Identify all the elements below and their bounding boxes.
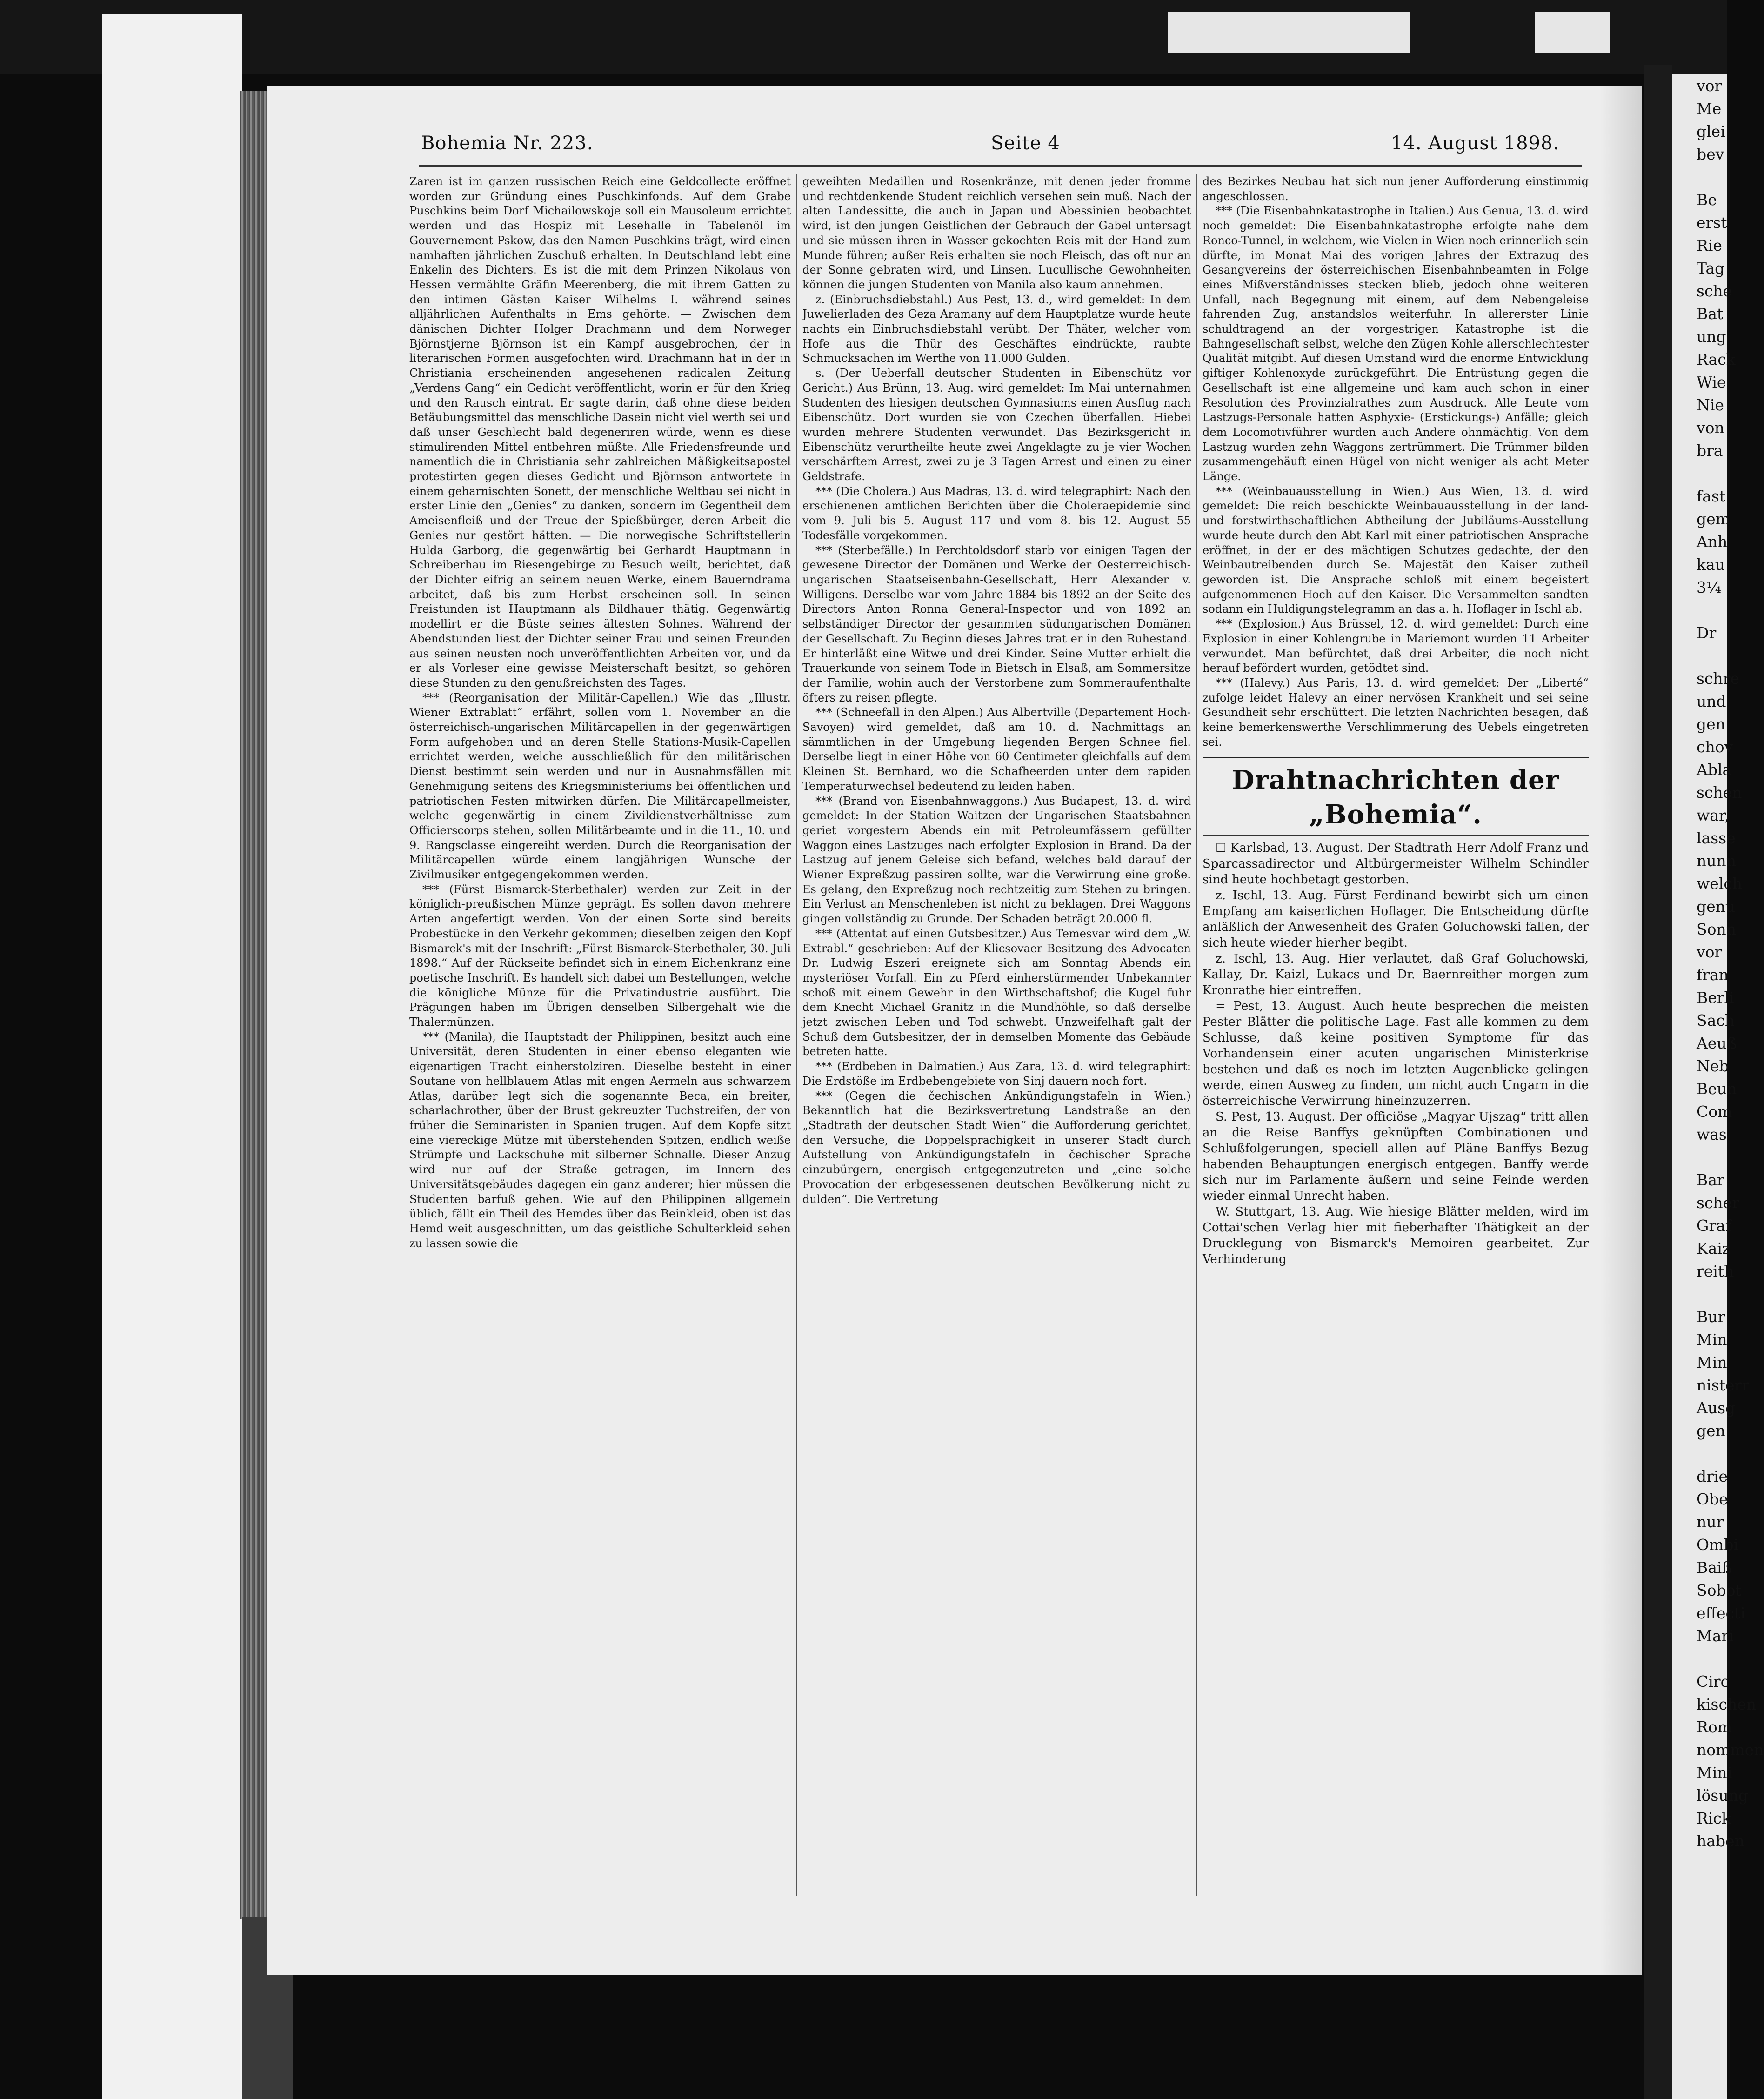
article-paragraph: des Bezirkes Neubau hat sich nun jener Aufforderung einstimmig angeschlossen.: [1203, 175, 1589, 203]
adjacent-page-fragment: war,: [1697, 806, 1730, 824]
adjacent-page-fragment: Circ: [1697, 1672, 1730, 1691]
adjacent-page-fragment: Sobot: [1697, 1581, 1742, 1599]
adjacent-page-fragment: Beun: [1697, 1080, 1737, 1098]
adjacent-page-fragment: Sach: [1697, 1011, 1735, 1029]
adjacent-page-fragment: kau: [1697, 555, 1725, 574]
article-paragraph: *** (Schneefall in den Alpen.) Aus Albertville (Departement Hoch-Savoyen) wird gemeldet, daß am 10. d. Nachmittags an sämmtlichen in der Umgebung liegenden Bergen Schnee fiel. Derselbe liegt in einer Höhe von 60 Centimeter gleichfalls auf dem Kleinen St. Bernhard, wo die Schafheerden unter dem rapiden Temperaturwechsel bedeutend zu leiden haben.: [802, 706, 1191, 793]
adjacent-page-fragment: Anh: [1697, 533, 1728, 551]
adjacent-page-fragment: Tag: [1697, 259, 1725, 277]
article-paragraph: s. (Der Ueberfall deutscher Studenten in Eibenschütz vor Gericht.) Aus Brünn, 13. Aug. wird gemeldet: Im Mai unternahmen Studenten des hiesigen deutschen Gymnasiums einen Ausflug nach Eibenschütz. Dort wurden sie von Czechen überfallen. Hiebei wurden mehrere Studenten verwundet. Das Bezirksgericht in Eibenschütz verurtheilte heute zwei Angeklagte zu je vier Wochen verschärftem Arrest, zwei zu je 3 Tagen Arrest und einen zu einer Geldstrafe.: [802, 367, 1191, 483]
adjacent-page-fragment: kischen: [1697, 1695, 1757, 1713]
telegram-item: W. Stuttgart, 13. Aug. Wie hiesige Blätter melden, wird im Cottai'schen Verlag hier mit fieberhafter Thätigkeit an der Drucklegung von Bismarck's Memoiren gearbeitet. Zur Verhinderung: [1203, 1205, 1589, 1267]
article-paragraph: *** (Explosion.) Aus Brüssel, 12. d. wird gemeldet: Durch eine Explosion in einer Kohlengrube in Mariemont wurden 11 Arbeiter verwundet. Man befürchtet, daß drei Arbeiter, die noch nicht herauf befördert wurden, getödtet sind.: [1203, 617, 1589, 675]
adjacent-page-fragment: Dr: [1697, 624, 1717, 642]
adjacent-page-fragment: vor: [1697, 943, 1722, 961]
adjacent-page-fragment: [1672, 1283, 1727, 1305]
article-paragraph: *** (Brand von Eisenbahnwaggons.) Aus Budapest, 13. d. wird gemeldet: In der Station Waitzen der Ungarischen Staatsbahnen geriet vorgestern Abends ein mit Petroleumfässern gefüllter Waggon eines Lastzuges nach erfolgter Explosion in Brand. Da der Lastzug auf jenem Geleise sich befand, welches bald darauf der Wiener Expreßzug passiren sollte, war die Verwirrung eine große. Es gelang, den Expreßzug noch rechtzeitig zum Stehen zu bringen. Ein Verlust an Menschenleben ist nicht zu beklagen. Drei Waggons gingen vollständig zu Grunde. Der Schaden beträgt 20.000 fl.: [802, 794, 1191, 926]
adjacent-page: [1672, 74, 1764, 2099]
film-frame-light: [1168, 12, 1410, 53]
column-divider: [796, 174, 797, 1896]
adjacent-page-fragment: Neb: [1697, 1057, 1729, 1075]
adjacent-page-fragment: nunn: [1697, 852, 1737, 870]
adjacent-page-fragment: Obe: [1697, 1490, 1728, 1508]
mount-card: [102, 14, 242, 2099]
adjacent-page-fragment: genu: [1697, 897, 1736, 916]
adjacent-page-fragment: Min: [1697, 1353, 1727, 1371]
article-paragraph: Zaren ist im ganzen russischen Reich eine Geldcollecte eröffnet worden zur Gründung eines Puschkinfonds. Auf dem Grabe Puschkins beim Dorf Michailowskoje soll ein Mausoleum errichtet werden und das Hospiz mit Lesehalle in Tabelenöl im Gouvernement Pskow, das den Namen Puschkins trägt, wird einen namhaften jährlichen Zuschuß erhalten. In Deutschland lebt eine Enkelin des Dichters. Es ist die mit dem Prinzen Nikolaus von Hessen vermählte Gräfin Meerenberg, die mit ihrem Gatten zu den intimen Gästen Kaiser Wilhelms I. während seines alljährlichen Aufenthalts in Ems gehörte. — Zwischen dem dänischen Dichter Holger Drachmann und dem Norweger Björnstjerne Björnson ist ein Kampf ausgebrochen, der in literarischen Formen ausgefochten wird. Drachmann hat in der in Christiania erscheinenden angesehenen radicalen Zeitung „Verdens Gang“ ein Gedicht veröffentlicht, worin er für den Krieg und den Rausch eintrat. Er sagte darin, daß ohne diese beiden Betäubungsmittel das menschliche Dasein nicht viel werth sei und daß unser Geschlecht bald degeneriren würde, wenn es diese stimulirenden Mittel entbehren müßte. Alle Friedensfreunde und namentlich die in Christiania sehr zahlreichen Mäßigkeitsapostel protestirten gegen dieses Gedicht und Björnson antwortete in einem geharnischten Sonett, der menschliche Weltbau sei nicht in erster Linie den „Genies“ zu danken, sondern im Gegentheil dem Ameisenfleiß und der Treue der Spießbürger, deren Arbeit die Genies nur gestört hätten. — Die norwegische Schriftstellerin Hulda Garborg, die gegenwärtig bei Gerhardt Hauptmann in Schreiberhau im Riesengebirge zu Besuch weilt, berichtet, daß der Dichter eifrig an seinem neuen Werke, einem Bauerndrama arbeitet, daß bis zum Herbst erscheinen soll. In seinen Freistunden ist Hauptmann als Bildhauer thätig. Gegenwärtig modellirt er die Büste seines ältesten Sohnes. Während der Abendstunden liest der Dichter seiner Frau und seinen Freunden aus seinen neusten noch unveröffentlichten Arbeiten vor, und da er als Vorleser eine gewisse Meisterschaft besitzt, so gehören diese Stunden zu den genußreichsten des Tages.: [409, 175, 791, 689]
article-paragraph: z. (Einbruchsdiebstahl.) Aus Pest, 13. d., wird gemeldet: In dem Juwelierladen des Geza Aramany auf dem Hauptplatze wurde heute nachts ein Einbruchsdiebstahl verübt. Der Thäter, welcher vom Hofe aus die Thür des Geschäftes eindrückte, raubte Schmucksachen im Werthe von 11.000 Gulden.: [802, 293, 1191, 365]
adjacent-page-fragment: fast: [1697, 487, 1726, 505]
adjacent-page-fragment: [1672, 1647, 1727, 1670]
adjacent-page-fragment: gen: [1697, 715, 1725, 733]
article-paragraph: *** (Fürst Bismarck-Sterbethaler) werden zur Zeit in der königlich-preußischen Münze geprägt. Es sollen davon mehrere Arten angefertigt werden. Von der einen Sorte sind bereits Probestücke in den Verkehr gekommen; dieselben zeigen den Kopf Bismarck's mit der Inschrift: „Fürst Bismarck-Sterbethaler, 30. Juli 1898.“ Auf der Rückseite befindet sich in einem Eichenkranz eine poetische Inschrift. Es handelt sich dabei um Bestellungen, welche die königliche Münze für die Privatindustrie ausführt. Die Prägungen haben im Übrigen denselben Silbergehalt wie die Thalermünzen.: [409, 882, 791, 1029]
adjacent-page-fragment: Berli: [1697, 989, 1734, 1007]
header-page-number: Seite 4: [991, 133, 1060, 154]
column-3: [1203, 174, 1589, 1896]
adjacent-page-fragment: Mari: [1697, 1627, 1734, 1645]
adjacent-page-fragment: bev: [1697, 145, 1724, 163]
telegram-item: S. Pest, 13. August. Der officiöse „Magyar Ujszag“ tritt allen an die Reise Banffys geknüpften Combinationen und Schlußfolgerungen, speciell allen auf Pläne Banffys Bezug habenden Behauptungen energisch entgegen. Banffy werde sich nur im Parlamente äußern und seine Feinde werden wieder einmal Unrecht haben.: [1203, 1110, 1589, 1203]
book-gutter: [1644, 65, 1672, 2099]
adjacent-page-fragment: Me: [1697, 100, 1722, 118]
adjacent-page-fragment: Min: [1697, 1330, 1727, 1349]
section-rule: [1203, 757, 1589, 758]
article-paragraph: *** (Attentat auf einen Gutsbesitzer.) Aus Temesvar wird dem „W. Extrabl.“ geschrieben: Auf der Klicsovaer Besitzung des Advocaten Dr. Ludwig Eszeri ereignete sich am Sonntag Abends ein mysteriöser Vorfall. Ein zu Pferd einherstürmender Unbekannter schoß mit einem Gewehr in den Wirthschaftshof; die Kugel fuhr dem Knecht Michael Granitz in die Mundhöhle, so daß derselbe jetzt zwischen Leben und Tod schwebt. Unzweifelhaft galt der Schuß dem Gutsbesitzer, der in demselben Momente das Gebäude betreten hatte.: [802, 927, 1191, 1058]
adjacent-page-fragment: schre: [1697, 669, 1739, 688]
adjacent-page-fragment: ung: [1697, 328, 1726, 346]
column-2: [802, 174, 1191, 1896]
adjacent-page-fragment: Rie: [1697, 236, 1722, 254]
adjacent-page-fragment: von: [1697, 419, 1724, 437]
adjacent-page-fragment: und: [1697, 692, 1726, 710]
adjacent-page-fragment: Ombi: [1697, 1536, 1739, 1554]
article-paragraph: *** (Reorganisation der Militär-Capellen.) Wie das „Illustr. Wiener Extrablatt“ erfährt, sollen vom 1. November an die österreichisch-ungarischen Militärcapellen in der gegenwärtigen Form aufgehoben und an deren Stelle Stations-Musik-Capellen errichtet werden, welche ausschließlich für den militärischen Dienst bestimmt sein werden und nur in Ausnahmsfällen mit Genehmigung seitens des Kriegsministeriums bei öffentlichen und patriotischen Festen mitwirken dürfen. Die Militärcapellmeister, welche gegenwärtig in einem Zivildienstverhältnisse zum Officierscorps stehen, sollen Militärbeamte und in die 11., 10. und 9. Rangsclasse eingereiht werden. Durch die Reorganisation der Militärcapellen würde einem langjährigen Wunsche der Zivilmusiker entgegengekommen werden.: [409, 691, 791, 882]
adjacent-page-fragment: Wie: [1697, 373, 1726, 391]
adjacent-page-fragment: gem: [1697, 510, 1730, 528]
adjacent-page-fragment: Rom: [1697, 1718, 1732, 1736]
adjacent-page-fragment: sche: [1697, 282, 1732, 300]
article-paragraph: geweihten Medaillen und Rosenkränze, mit denen jeder fromme und rechtdenkende Student reichlich versehen sein muß. Nach der alten Landessitte, die auch in Japan und Abessinien beobachtet wird, ist den jungen Geistlichen der Gebrauch der Gabel untersagt und sie müssen ihren in Wasser gekochten Reis mit der Hand zum Munde führen; außer Reis erhalten sie noch Fleisch, das oft nur an der Sonne gebraten wird, und Linsen. Lucullische Gewohnheiten können die jungen Studenten von Manila also kaum annehmen.: [802, 175, 1191, 291]
article-paragraph: *** (Sterbefälle.) In Perchtoldsdorf starb vor einigen Tagen der gewesene Director der Domänen und Werke der Oesterreichisch-ungarischen Staatseisenbahn-Gesellschaft, Herr Alexander v. Willigens. Derselbe war vom Jahre 1884 bis 1892 an der Seite des Directors Anton Ronna General-Inspector und von 1892 an selbständiger Director der gesammten südungarischen Domänen der Gesellschaft. Zu Beginn dieses Jahres trat er in den Ruhestand. Er hinterläßt eine Witwe und drei Kinder. Seine Mutter erhielt die Trauerkunde von seinem Tode in Bietsch in Elsaß, am Sommersitze der Familie, wohin auch der Verstorbene zum Sommeraufenthalte öfters zu reisen pflegte.: [802, 543, 1191, 704]
adjacent-page-fragment: erst: [1697, 214, 1727, 232]
adjacent-page-fragment: Aeuß: [1697, 1034, 1737, 1052]
adjacent-page-fragment: Abla: [1697, 761, 1732, 779]
header-rule: [419, 165, 1582, 167]
article-paragraph: *** (Manila), die Hauptstadt der Philippinen, besitzt auch eine Universität, deren Studenten in einer ebenso eleganten wie eigenartigen Tracht einherstolziren. Dieselbe besteht in einer Soutane von hellblauem Atlas mit engen Aermeln aus schwarzem Atlas, darüber legt sich die sogenannte Beca, ein breiter, scharlachrother, über der Brust gekreuzter Tuchstreifen, der von früher die Seminaristen in Spanien trugen. Auf dem Kopfe sitzt eine viereckige Mütze mit überstehenden Spitzen, endlich weiße Strümpfe und Lackschuhe mit silberner Schnalle. Dieser Anzug wird nur auf der Straße getragen, im Innern des Universitätsgebäudes dagegen ein ganz anderer; hier müssen die Studenten barfuß gehen. Wie auf den Philippinen allgemein üblich, fällt ein Theil des Hemdes über das Beinkleid, oben ist das Hemd weit ausgeschnitten, um das geistliche Schulterkleid sehen zu lassen sowie die: [409, 1030, 791, 1250]
telegram-item: = Pest, 13. August. Auch heute besprechen die meisten Pester Blätter die politische Lage. Fast alle kommen zu dem Schlusse, daß keine positiven Symptome für das Vorhandensein einer acuten ungarischen Ministerkrise bestehen und daß es noch im letzten Augenblicke gelingen werde, einen Ausweg zu finden, um nicht auch Ungarn in die österreichische Verwirrung hineinzuzerren.: [1203, 999, 1589, 1109]
adjacent-page-fragment: effecti: [1697, 1604, 1745, 1622]
article-paragraph: *** (Weinbauausstellung in Wien.) Aus Wien, 13. d. wird gemeldet: Die reich beschickte Weinbauausstellung in der land- und forstwirthschaftlichen Abtheilung der Jubiläums-Ausstellung wurde heute durch den Abt Karl mit einer patriotischen Ansprache eröffnet, in der er des mächtigen Schutzes gedachte, der den Weinbautreibenden durch Se. Majestät den Kaiser zutheil geworden ist. Die Ansprache schloß mit einem begeistert aufgenommenen Hoch auf den Kaiser. Die Versammelten sandten sodann ein Huldigungstelegramm an das a. h. Hoflager in Ischl ab.: [1203, 484, 1589, 616]
adjacent-page-fragment: lösung: [1697, 1786, 1748, 1805]
adjacent-page-fragment: scher: [1697, 1194, 1739, 1212]
adjacent-page-fragment: [1672, 166, 1727, 188]
adjacent-page-fragment: [1672, 599, 1727, 622]
adjacent-page-fragment: Bar: [1697, 1171, 1724, 1189]
adjacent-page-fragment: [1672, 462, 1727, 485]
adjacent-page-fragment: vor: [1697, 77, 1722, 95]
column-1: [409, 174, 791, 1896]
article-paragraph: *** (Die Eisenbahnkatastrophe in Italien.) Aus Genua, 13. d. wird noch gemeldet: Die Eisenbahnkatastrophe erfolgte nahe dem Ronco-Tunnel, in welchem, wie Vielen in Wien noch erinnerlich sein dürfte, im Monat Mai des vorigen Jahres der Extrazug des Gesangvereins der österreichischen Eisenbahnbeamten in Folge eines Mißverständnisses stecken blieb, jedoch ohne weiteren Unfall, nach Begegnung mit einem, auf dem Nebengeleise fahrenden Zug, anstandslos weiterfuhr. In allererster Linie schuldtragend an der vorgestrigen Katastrophe ist die Bahngesellschaft selbst, welche den Zügen Kohle allerschlechtester Qualität mitgibt. Auf diesen Umstand wird die enorme Entwicklung giftiger Kohlenoxyde zurückgeführt. Die Entrüstung gegen die Gesellschaft ist eine allgemeine und kam auch schon in einer Resolution des Provinzialrathes zum Ausdruck. Alle Leute vom Lastzugs-Personale hatten Asphyxie- (Erstickungs-) Anfälle; gleich dem Locomotivführer wurden auch Andere ohnmächtig. Von dem Lastzug wurden zehn Waggons zertrümmert. Die Trümmer bilden zusammengehäuft einen Hügel von nicht weniger als acht Meter Länge.: [1203, 204, 1589, 483]
adjacent-page-fragment: bra: [1697, 441, 1723, 460]
adjacent-page-fragment: gen: [1697, 1422, 1725, 1440]
article-paragraph: *** (Die Cholera.) Aus Madras, 13. d. wird telegraphirt: Nach den erschienenen amtlichen Berichten über die Choleraepidemie sind vom 9. Juli bis 5. August 117 und vom 8. bis 12. August 55 Todesfälle vorgekommen.: [802, 484, 1191, 542]
adjacent-page-fragment: [1672, 644, 1727, 667]
article-paragraph: *** (Halevy.) Aus Paris, 13. d. wird gemeldet: Der „Liberté“ zufolge leidet Halevy an einer nervösen Krankheit und sei seine Gesundheit sehr erschüttert. Die letzten Nachrichten besagen, daß keine bemerkenswerthe Verschlimmerung des Uebels eingetreten sei.: [1203, 676, 1589, 749]
article-paragraph: *** (Gegen die čechischen Ankündigungstafeln in Wien.) Bekanntlich hat die Bezirksvertretung Landstraße an den „Stadtrath der deutschen Stadt Wien“ die Aufforderung gerichtet, den Versuche, die Doppelsprachigkeit in unserer Stadt durch Aufstellung von Ankündigungstafeln in čechischer Sprache einzubürgern, energisch entgegenzutreten und „eine solche Provocation der erbgesessenen deutschen Bevölkerung nicht zu dulden“. Die Vertretung: [802, 1089, 1191, 1206]
adjacent-page-fragment: Graf: [1697, 1217, 1731, 1235]
telegram-item: z. Ischl, 13. Aug. Hier verlautet, daß Graf Goluchowski, Kallay, Dr. Kaizl, Lukacs und Dr. Baernreither morgen zum Kronrathe hier eintreffen.: [1203, 952, 1589, 998]
film-frame-light: [1535, 12, 1610, 53]
adjacent-page-fragment: glei: [1697, 122, 1725, 140]
adjacent-page-fragment: Rick: [1697, 1809, 1731, 1827]
film-strip-top: [0, 0, 1727, 74]
adjacent-page-fragment: Bat: [1697, 305, 1724, 323]
adjacent-page-fragment: haben: [1697, 1832, 1744, 1850]
adjacent-page-fragment: Kaiz: [1697, 1239, 1731, 1257]
telegram-item: ☐ Karlsbad, 13. August. Der Stadtrath Herr Adolf Franz und Sparcassadirector und Altbürgermeister Wilhelm Schindler sind heute hochbetagt gestorben.: [1203, 841, 1589, 887]
adjacent-page-fragment: drie: [1697, 1467, 1728, 1485]
adjacent-page-fragment: 3¼: [1697, 578, 1721, 596]
adjacent-page-fragment: [1672, 1146, 1727, 1169]
section-rule: [1203, 835, 1589, 836]
header-issue: Bohemia Nr. 223.: [421, 133, 594, 154]
adjacent-page-fragment: Be: [1697, 191, 1717, 209]
adjacent-page-fragment: nisterr: [1697, 1376, 1750, 1394]
adjacent-page-fragment: chov: [1697, 738, 1733, 756]
column-divider: [1196, 174, 1197, 1896]
adjacent-page-fragment: lasse: [1697, 829, 1736, 847]
adjacent-page-fragment: Baiß: [1697, 1558, 1732, 1577]
adjacent-page-fragment: fran: [1697, 966, 1729, 984]
adjacent-page-fragment: Bur: [1697, 1308, 1725, 1326]
adjacent-page-fragment: Nie: [1697, 396, 1724, 414]
adjacent-page-fragment: nur: [1697, 1513, 1724, 1531]
adjacent-page-fragment: nommen: [1697, 1741, 1764, 1759]
adjacent-page-fragment: Rack: [1697, 350, 1736, 368]
article-paragraph: *** (Erdbeben in Dalmatien.) Aus Zara, 13. d. wird telegraphirt: Die Erdstöße im Erdbebengebiete von Sinj dauern noch fort.: [802, 1060, 1191, 1088]
department-heading: Drahtnachrichten der „Bohemia“.: [1231, 765, 1560, 830]
header-date: 14. August 1898.: [1391, 133, 1560, 154]
adjacent-page-fragment: Mini: [1697, 1764, 1732, 1782]
adjacent-page-fragment: Com: [1697, 1103, 1732, 1121]
adjacent-page-fragment: Ausg: [1697, 1399, 1736, 1417]
adjacent-page-fragment: welch: [1697, 875, 1743, 893]
telegram-item: z. Ischl, 13. Aug. Fürst Ferdinand bewirbt sich um einen Empfang am kaiserlichen Hoflager. Die Entscheidung dürfte anläßlich der Anwesenheit des Grafen Goluchowski fallen, der sich heute wieder hierher begibt.: [1203, 889, 1589, 950]
adjacent-page-fragment: [1672, 1442, 1727, 1465]
adjacent-page-fragment: was: [1697, 1125, 1727, 1143]
adjacent-page-fragment: Sonn: [1697, 920, 1736, 938]
adjacent-page-fragment: schen: [1697, 783, 1742, 802]
adjacent-page-fragment: reith: [1697, 1262, 1734, 1280]
